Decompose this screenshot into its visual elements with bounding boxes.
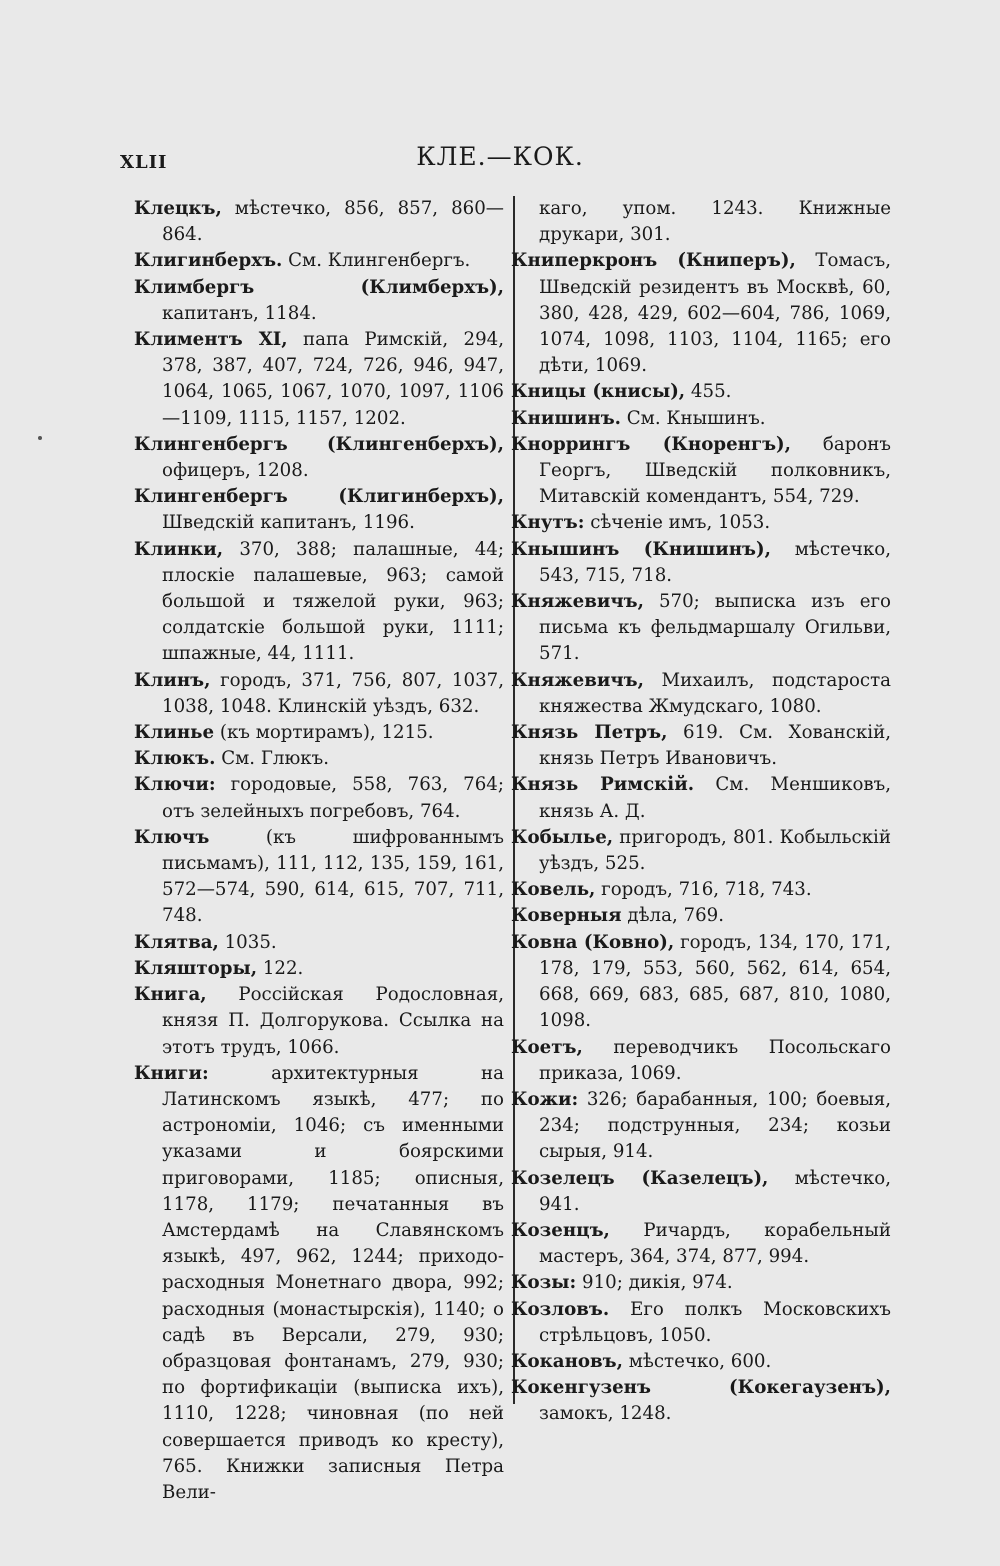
- index-references: дѣла, 769.: [621, 905, 724, 927]
- index-references: См. Кнышинъ.: [620, 407, 766, 429]
- index-references: Михаилъ, подстароста княжества Жмудскаго, 1080.: [539, 669, 891, 717]
- index-references: замокъ, 1248.: [539, 1403, 672, 1425]
- index-term: Козенцъ,: [511, 1219, 610, 1241]
- index-term: Кобылье,: [511, 826, 614, 848]
- index-references: офицеръ, 1208.: [162, 460, 309, 482]
- index-entry: [511, 406, 891, 432]
- index-term: Козы:: [511, 1272, 577, 1294]
- index-references: мѣстечко, 600.: [622, 1350, 772, 1372]
- index-term: Кницы (книсы),: [511, 381, 686, 403]
- index-entry: [134, 982, 504, 1061]
- index-entry: [511, 825, 891, 877]
- index-entry: [134, 248, 504, 274]
- index-term: Книги:: [134, 1062, 209, 1084]
- index-term: Кляшторы,: [134, 957, 258, 979]
- index-references: каго, упом. 1243. Книжные друкари, 301.: [539, 198, 891, 246]
- index-entry: [134, 537, 504, 668]
- index-term: Ковна (Ковно),: [511, 931, 675, 953]
- index-entry: [511, 537, 891, 589]
- index-term: Княжевичъ,: [511, 669, 644, 691]
- index-references: Шведскій капитанъ, 1196.: [162, 512, 415, 534]
- index-term: Коверныя: [511, 905, 622, 927]
- index-references: мѣстечко, 941.: [539, 1167, 891, 1215]
- index-references: 455.: [685, 381, 732, 403]
- page-number: XLII: [120, 152, 168, 173]
- index-entry: [511, 1270, 891, 1296]
- index-references: 370, 388; палашные, 44; плоскіе палашевые, 963; самой большой и тяжелой руки, 963; солдатскіе большой руки, 1111; шпажные, 44, 1111.: [162, 538, 504, 665]
- index-term: Клинки,: [134, 538, 224, 560]
- index-references: сѣченіе имъ, 1053.: [584, 512, 771, 534]
- index-references: Россійская Родословная, князя П. Долгорукова. Ссылка на этотъ трудъ, 1066.: [162, 984, 504, 1058]
- index-references: переводчикъ Посольскаго приказа, 1069.: [539, 1036, 891, 1084]
- index-entry: [511, 668, 891, 720]
- index-entry: [134, 772, 504, 824]
- index-references: городъ, 371, 756, 807, 1037, 1038, 1048. Клинскій уѣздъ, 632.: [162, 669, 504, 717]
- index-references: городъ, 134, 170, 171, 178, 179, 553, 560, 562, 614, 654, 668, 669, 683, 685, 687, 810, 1080, 1098.: [539, 931, 891, 1032]
- index-term: Козловъ.: [511, 1298, 610, 1320]
- index-references: См. Меншиковъ, князь А. Д.: [539, 774, 892, 822]
- index-references: 570; выписка изъ его письма къ фельдмаршалу Огильви, 571.: [539, 591, 891, 665]
- index-references: (къ мортирамъ), 1215.: [214, 722, 434, 744]
- index-references: городъ, 716, 718, 743.: [595, 879, 812, 901]
- index-entry: [511, 1087, 891, 1166]
- index-term: Климентъ XI,: [134, 329, 288, 351]
- index-term: Клингенбергъ (Клигинберхъ),: [134, 486, 504, 508]
- index-entry: [511, 772, 891, 824]
- index-references: 619. См. Хованскій, князь Петръ Ивановичъ.: [539, 722, 892, 770]
- index-term: Кожи:: [511, 1088, 579, 1110]
- index-entry: [134, 484, 504, 536]
- index-references: Томасъ, Шведскій резидентъ въ Москвѣ, 60, 380, 428, 429, 602—604, 786, 1069, 1074, 1098, 1103, 1104, 1165; его дѣти, 1069.: [539, 250, 891, 377]
- index-references: 1035.: [218, 931, 277, 953]
- index-entry: [511, 930, 891, 1035]
- index-entry: [511, 1297, 891, 1349]
- index-entry: [511, 1218, 891, 1270]
- index-references: 326; барабанныя, 100; боевыя, 234; подструнныя, 234; козьи сырыя, 914.: [539, 1088, 891, 1163]
- index-entry: [511, 720, 891, 772]
- index-references: мѣстечко, 856, 857, 860—864.: [162, 198, 504, 246]
- index-term: Клинье: [134, 722, 215, 744]
- index-entry: [511, 510, 891, 536]
- index-term: Кноррингъ (Кноренгъ),: [511, 433, 791, 455]
- index-term: Кнышинъ (Книшинъ),: [511, 538, 771, 560]
- index-entry: [134, 930, 504, 956]
- index-references: капитанъ, 1184.: [162, 302, 317, 324]
- index-term: Клятва,: [134, 931, 219, 953]
- index-references: Ричардъ, корабельный мастеръ, 364, 374, 877, 994.: [539, 1219, 891, 1268]
- index-term: Князь Петръ,: [511, 722, 668, 744]
- index-term: Ключъ: [134, 826, 210, 848]
- index-entry: [511, 196, 891, 248]
- index-entry: [134, 275, 504, 327]
- index-term: Кокенгузенъ (Кокегаузенъ),: [511, 1377, 891, 1399]
- index-term: Княжевичъ,: [511, 591, 644, 613]
- index-references: пригородъ, 801. Кобыльскій уѣздъ, 525.: [539, 826, 891, 875]
- index-entry: [134, 432, 504, 484]
- index-term: Ковель,: [511, 879, 596, 901]
- index-term: Ключи:: [134, 774, 216, 796]
- index-entry: [511, 589, 891, 668]
- index-entry: [511, 877, 891, 903]
- index-references: архитектурныя на Латинскомъ языкѣ, 477; по астрономіи, 1046; съ именными указами и боярскими приговорами, 1185; описныя, 1178, 1179; печатанныя въ Амстердамѣ на Славянскомъ языкѣ, 497, 962, 1244; приходо-расходныя Монетнаго двора, 992; расходныя (монастырскія), 1140; о садѣ въ Версали, 279, 930; образцовая фонтанамъ, 279, 930; по фортификаціи (выписка ихъ), 1110, 1228; чиновная (по ней совершается приводъ ко кресту), 765. Книжки записныя Петра Вели-: [162, 1062, 504, 1503]
- index-references: 910; дикія, 974.: [576, 1272, 733, 1294]
- index-term: Кокановъ,: [511, 1350, 623, 1372]
- index-entry: [511, 432, 891, 511]
- index-entry: [134, 196, 504, 248]
- index-entry: [134, 720, 504, 746]
- index-references: 122.: [257, 957, 304, 979]
- index-term: Кнутъ:: [511, 512, 585, 534]
- index-term: Козелецъ (Казелецъ),: [511, 1167, 769, 1189]
- index-references: Его полкъ Московскихъ стрѣльцовъ, 1050.: [539, 1298, 891, 1346]
- index-entry: [134, 956, 504, 982]
- index-entry: [511, 1035, 891, 1087]
- index-term: Коетъ,: [511, 1036, 583, 1058]
- index-term: Клецкъ,: [134, 198, 222, 219]
- index-term: Князь Римскій.: [511, 774, 695, 796]
- index-references: (къ шифрованнымъ письмамъ), 111, 112, 135, 159, 161, 572—574, 590, 614, 615, 707, 711, 748.: [162, 826, 504, 927]
- index-references: мѣстечко, 543, 715, 718.: [539, 538, 891, 586]
- margin-speck: [38, 436, 42, 440]
- index-term: Клюкъ.: [134, 748, 216, 770]
- index-entry: [511, 1375, 891, 1427]
- index-term: Климбергъ (Климберхъ),: [134, 276, 504, 298]
- index-term: Клингенбергъ (Клингенберхъ),: [134, 433, 504, 455]
- index-entry: [511, 1349, 891, 1375]
- running-head: КЛЕ.—КОК.: [416, 142, 584, 171]
- index-column-right: [511, 196, 891, 1428]
- index-references: баронъ Георгъ, Шведскій полковникъ, Митавскій комендантъ, 554, 729.: [539, 433, 891, 508]
- index-entry: [134, 1061, 504, 1506]
- index-references: См. Глюкъ.: [215, 748, 329, 770]
- index-column-left: [134, 196, 504, 1506]
- index-references: городовые, 558, 763, 764; отъ зелейныхъ погребовъ, 764.: [162, 774, 504, 822]
- index-term: Книга,: [134, 984, 207, 1006]
- index-entry: [511, 1166, 891, 1218]
- index-entry: [134, 668, 504, 720]
- index-entry: [511, 379, 891, 405]
- index-entry: [134, 825, 504, 930]
- index-entry: [511, 903, 891, 929]
- index-references: папа Римскій, 294, 378, 387, 407, 724, 726, 946, 947, 1064, 1065, 1067, 1070, 1097, 1106—1109, 1115, 1157, 1202.: [162, 329, 504, 429]
- index-term: Клигинберхъ.: [134, 250, 283, 272]
- index-term: Клинъ,: [134, 669, 211, 691]
- index-term: Книперкронъ (Книперъ),: [511, 250, 796, 272]
- index-entry: [511, 248, 891, 379]
- index-entry: [134, 327, 504, 432]
- index-references: См. Клингенбергъ.: [282, 250, 471, 272]
- index-entry: [134, 746, 504, 772]
- index-term: Книшинъ.: [511, 407, 621, 429]
